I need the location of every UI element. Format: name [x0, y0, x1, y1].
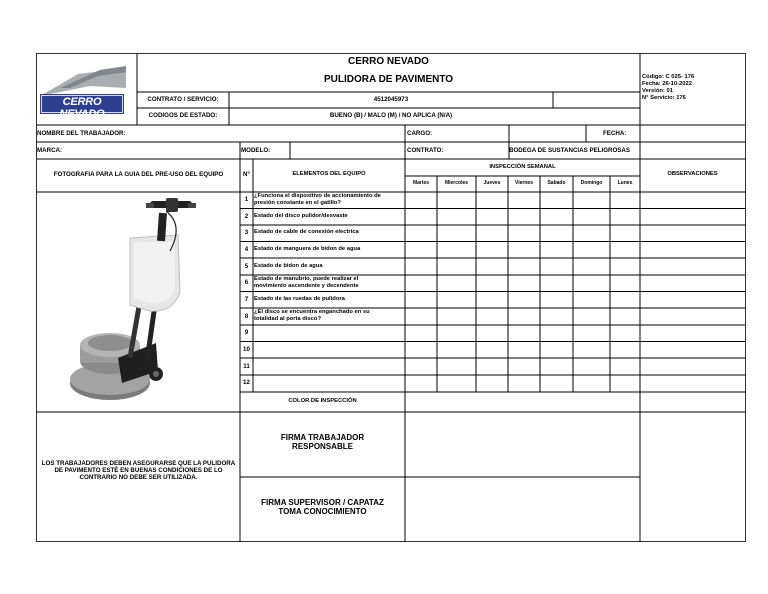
row-num: 10 — [243, 346, 250, 353]
floor-polisher-image — [60, 193, 210, 411]
modelo-field[interactable] — [291, 143, 404, 158]
observations-area[interactable] — [641, 193, 745, 541]
day-viernes: Viernes — [515, 180, 533, 186]
firma-supervisor-field[interactable] — [406, 478, 639, 541]
row-item: Estado del disco pulidor/desvaste — [254, 213, 348, 219]
servicio-text: N° Servicio: 176 — [642, 95, 686, 101]
contrato-label: CONTRATO: — [407, 147, 444, 154]
weekly-inspection-header: INSPECCIÓN SEMANAL — [489, 164, 556, 170]
row-num: 3 — [244, 229, 249, 236]
row-item: Estado de bidon de agua — [254, 263, 323, 269]
row-num: 6 — [244, 279, 249, 286]
firma-supervisor-label: FIRMA SUPERVISOR / CAPATAZ — [261, 498, 384, 507]
day-jueves: Jueves — [483, 180, 501, 186]
firma-trabajador-label-cont: RESPONSABLE — [292, 442, 353, 451]
row-num: 11 — [243, 363, 250, 370]
bodega-label: BODEGA DE SUSTANCIAS PELIGROSAS — [509, 147, 631, 154]
row-num: 12 — [243, 379, 250, 386]
codigos-estado-label: CODIGOS DE ESTADO: — [148, 112, 218, 119]
nombre-trabajador-label: NOMBRE DEL TRABAJADOR: — [37, 130, 126, 137]
row-num: 4 — [244, 246, 249, 253]
fecha-label: FECHA: — [603, 130, 627, 137]
marca-field[interactable] — [70, 143, 239, 158]
firma-trabajador-field[interactable] — [406, 413, 639, 476]
row-item: Estado de manubrio, puede realizar el — [254, 276, 359, 282]
contrato-servicio-value[interactable]: 4512045973 — [373, 96, 409, 103]
row-item-cont: presión constante en el gatillo? — [254, 200, 341, 206]
logo-text: CERRO NEVADO — [59, 96, 105, 120]
day-sabado: Sabado — [547, 180, 566, 186]
fecha-field[interactable] — [641, 126, 745, 141]
row-num: 7 — [244, 296, 249, 303]
cargo-label: CARGO: — [407, 130, 433, 137]
firma-trabajador-label: FIRMA TRABAJADOR — [280, 433, 365, 442]
marca-label: MARCA: — [37, 147, 63, 154]
document-title: PULIDORA DE PAVIMENTO — [323, 74, 454, 85]
row-item-cont: totalidad al porta disco? — [254, 316, 321, 322]
row-item: ¿El disco se encuentra enganchado en su — [254, 309, 370, 315]
row-item-cont: movimiento ascendente y decendente — [254, 283, 359, 289]
nombre-trabajador-field[interactable] — [137, 126, 405, 141]
row-num: 9 — [244, 329, 249, 336]
codigos-estado-value: BUENO (B) / MALO (M) / NO APLICA (N/A) — [329, 112, 453, 119]
safety-warning-cont: CONTRARIO NO DEBE SER UTILIZADA. — [79, 474, 198, 481]
day-martes: Martes — [412, 180, 430, 186]
observations-header: OBSERVACIONES — [667, 171, 718, 177]
row-num: 2 — [244, 213, 249, 220]
elements-header: ELEMENTOS DEL EQUIPO — [292, 171, 366, 177]
safety-warning-cont: DE PAVIMENTO ESTÉ EN BUENAS CONDICIONES DE LO — [54, 467, 223, 474]
color-inspeccion-label: COLOR DE INSPECCIÓN — [288, 398, 357, 404]
modelo-label: MODELO: — [241, 147, 271, 154]
safety-warning: LOS TRABAJADORES DEBEN ASEGURARSE QUE LA PULIDORA — [41, 460, 236, 467]
day-lunes: Lunes — [617, 180, 633, 186]
cargo-field[interactable] — [509, 126, 586, 141]
row-num: 5 — [244, 263, 249, 270]
version-text: Versión: 01 — [642, 88, 673, 94]
fecha-text: Fecha: 26-10-2022 — [642, 81, 692, 87]
company-logo — [40, 66, 126, 120]
codigo-text: Código: C 025- 176 — [642, 74, 695, 80]
row-num: 1 — [244, 196, 249, 203]
company-name: CERRO NEVADO — [348, 56, 429, 67]
row-item: Estado de las ruedas de pulidora — [254, 296, 345, 302]
day-miercoles: Miercoles — [444, 180, 469, 186]
photo-label: FOTOGRAFIA PARA LA GUIA DEL PRE-USO DEL EQUIPO — [53, 171, 224, 178]
day-domingo: Domingo — [580, 180, 603, 186]
row-num: 8 — [244, 313, 249, 320]
row-item: ¿Funciona el dispositivo de accionamiento de — [254, 193, 381, 199]
firma-supervisor-label-cont: TOMA CONOCIMIENTO — [278, 507, 367, 516]
contrato-servicio-label: CONTRATO / SERVICIO: — [147, 96, 219, 103]
num-header: N° — [243, 171, 250, 178]
row-item: Estado de manguera de bidon de agua — [254, 246, 361, 252]
row-item: Estado de cable de conexión electrica — [254, 229, 359, 235]
